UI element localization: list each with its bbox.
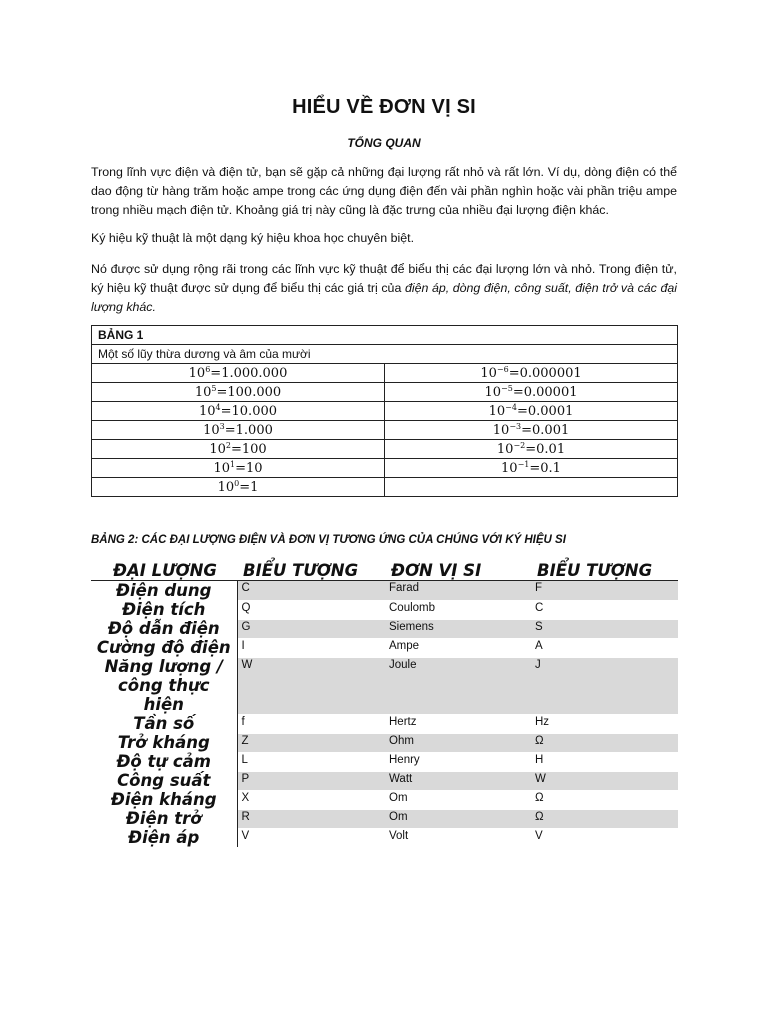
symbol-cell: L bbox=[237, 752, 385, 771]
exponent: 3 bbox=[219, 422, 225, 431]
unit-symbol-cell: A bbox=[531, 638, 678, 657]
power-value: 0.01 bbox=[536, 442, 566, 457]
power-value: 10 bbox=[246, 461, 263, 476]
paragraph-definition: Ký hiệu kỹ thuật là một dạng ký hiệu khoa học chuyên biệt. bbox=[91, 231, 415, 245]
quantity-cell: Độ dẫn điện bbox=[91, 619, 237, 638]
si-unit-cell: Ampe bbox=[385, 638, 531, 657]
quantity-cell: Cường độ điện bbox=[91, 638, 237, 657]
negative-power-cell: $10^{-6}=0.000001$ bbox=[385, 364, 678, 383]
symbol-cell: R bbox=[237, 809, 385, 828]
exponent: 2 bbox=[225, 441, 231, 450]
negative-power-cell: $10^{-1}=0.1$ bbox=[385, 459, 678, 478]
exponent: 0 bbox=[234, 479, 240, 488]
power-value: 100.000 bbox=[227, 385, 282, 400]
power-value: 10.000 bbox=[231, 404, 278, 419]
si-unit-cell: Siemens bbox=[385, 619, 531, 638]
unit-symbol-cell: F bbox=[531, 581, 678, 601]
si-unit-cell: Ohm bbox=[385, 733, 531, 752]
quantity-cell: Điện dung bbox=[91, 581, 237, 601]
positive-power-cell: $10^0=1$ bbox=[92, 478, 385, 497]
unit-symbol-cell: J bbox=[531, 657, 678, 714]
unit-symbol-cell: C bbox=[531, 600, 678, 619]
quantity-cell: Năng lượng / công thực hiện bbox=[91, 657, 237, 714]
si-unit-cell: Henry bbox=[385, 752, 531, 771]
unit-symbol-cell: Ω bbox=[531, 790, 678, 809]
symbol-cell: f bbox=[237, 714, 385, 733]
table2-row bbox=[91, 714, 678, 733]
symbol-cell: I bbox=[237, 638, 385, 657]
positive-power-cell: $10^4=10.000$ bbox=[92, 402, 385, 421]
si-unit-cell: Watt bbox=[385, 771, 531, 790]
powers-of-ten-table bbox=[91, 325, 678, 497]
unit-symbol-cell: Hz bbox=[531, 714, 678, 733]
symbol-cell: X bbox=[237, 790, 385, 809]
si-unit-cell: Coulomb bbox=[385, 600, 531, 619]
unit-symbol-cell: W bbox=[531, 771, 678, 790]
unit-symbol-cell: Ω bbox=[531, 809, 678, 828]
table2-row bbox=[91, 657, 678, 714]
table2-row bbox=[91, 619, 678, 638]
quantity-cell: Điện tích bbox=[91, 600, 237, 619]
header-unit-symbol: BIỂU TƯỢNG bbox=[531, 560, 678, 581]
table1-row bbox=[92, 478, 678, 497]
power-value: 0.001 bbox=[532, 423, 570, 438]
table1-row bbox=[92, 402, 678, 421]
table2-row bbox=[91, 809, 678, 828]
quantity-cell: Công suất bbox=[91, 771, 237, 790]
table2-row bbox=[91, 790, 678, 809]
exponent: −5 bbox=[501, 384, 513, 393]
paragraph-usage bbox=[91, 260, 677, 317]
paragraph-intro: Trong lĩnh vực điện và điện tử, bạn sẽ gặp cả những đại lượng rất nhỏ và rất lớn. Ví dụ, dòng điện có thể dao động từ hàng trăm hoặc ampe trong các ứng dụng điện đến vài phần nghìn hoặc vài phần triệu ampe trong nhiều mạch điện tử. Khoảng giá trị này cũng là đặc trưng của nhiều đại lượng điện khác. bbox=[91, 165, 677, 217]
header-quantity: ĐẠI LƯỢNG bbox=[91, 560, 237, 581]
table2-caption: BẢNG 2: CÁC ĐẠI LƯỢNG ĐIỆN VÀ ĐƠN VỊ TƯƠNG ỨNG CỦA CHÚNG VỚI KÝ HIỆU SI bbox=[91, 534, 566, 546]
power-value: 100 bbox=[241, 442, 267, 457]
quantity-cell: Điện kháng bbox=[91, 790, 237, 809]
page-subtitle: TỔNG QUAN bbox=[347, 136, 421, 150]
table1-title: BẢNG 1 bbox=[92, 326, 678, 345]
unit-symbol-cell: H bbox=[531, 752, 678, 771]
unit-symbol-cell: Ω bbox=[531, 733, 678, 752]
exponent: −2 bbox=[513, 441, 526, 450]
quantity-cell: Tần số bbox=[91, 714, 237, 733]
exponent: −6 bbox=[496, 365, 509, 374]
table1-row bbox=[92, 364, 678, 383]
quantity-cell: Điện áp bbox=[91, 828, 237, 847]
table2-row bbox=[91, 828, 678, 847]
table1-row bbox=[92, 383, 678, 402]
table2-row bbox=[91, 581, 678, 601]
paragraph-usage-text: Nó được sử dụng rộng rãi trong các lĩnh vực kỹ thuật để biểu thị các đại lượng lớn và nhỏ. Trong điện tử, ký hiệu kỹ thuật được sử dụng để biểu thị các giá trị của bbox=[91, 262, 677, 295]
quantity-cell: Điện trở bbox=[91, 809, 237, 828]
symbol-cell: Z bbox=[237, 733, 385, 752]
exponent: −3 bbox=[509, 422, 522, 431]
symbol-cell: G bbox=[237, 619, 385, 638]
table1-row bbox=[92, 440, 678, 459]
table2-row bbox=[91, 771, 678, 790]
quantity-cell: Độ tự cảm bbox=[91, 752, 237, 771]
power-value: 1 bbox=[250, 480, 259, 495]
power-value: 0.000001 bbox=[519, 366, 582, 381]
unit-symbol-cell: S bbox=[531, 619, 678, 638]
power-value: 0.00001 bbox=[523, 385, 578, 400]
table2-row bbox=[91, 638, 678, 657]
si-unit-cell: Joule bbox=[385, 657, 531, 714]
symbol-cell: Q bbox=[237, 600, 385, 619]
exponent: 5 bbox=[211, 384, 217, 393]
positive-power-cell: $10^3=1.000$ bbox=[92, 421, 385, 440]
header-symbol: BIỂU TƯỢNG bbox=[237, 560, 385, 581]
negative-power-cell: $10^{-3}=0.001$ bbox=[385, 421, 678, 440]
positive-power-cell: $10^6=1.000.000$ bbox=[92, 364, 385, 383]
si-unit-cell: Om bbox=[385, 809, 531, 828]
si-unit-cell: Volt bbox=[385, 828, 531, 847]
symbol-cell: C bbox=[237, 581, 385, 601]
exponent: 1 bbox=[230, 460, 236, 469]
power-value: 1.000.000 bbox=[221, 366, 288, 381]
table1-row bbox=[92, 459, 678, 478]
unit-symbol-cell: V bbox=[531, 828, 678, 847]
power-value: 0.0001 bbox=[527, 404, 574, 419]
negative-power-cell: $10^{-2}=0.01$ bbox=[385, 440, 678, 459]
negative-power-cell: $10^{-4}=0.0001$ bbox=[385, 402, 678, 421]
symbol-cell: W bbox=[237, 657, 385, 714]
exponent: 4 bbox=[215, 403, 221, 412]
paragraph-usage-italic: điện áp, dòng điện, công suất, điện trở và các đại lượng khác. bbox=[91, 281, 677, 314]
power-value: 0.1 bbox=[540, 461, 561, 476]
positive-power-cell: $10^2=100$ bbox=[92, 440, 385, 459]
table2-row bbox=[91, 733, 678, 752]
quantity-cell: Trở kháng bbox=[91, 733, 237, 752]
si-unit-cell: Om bbox=[385, 790, 531, 809]
header-si-unit: ĐƠN VỊ SI bbox=[385, 560, 531, 581]
si-units-table bbox=[91, 560, 678, 847]
table1-row bbox=[92, 421, 678, 440]
table2-row bbox=[91, 600, 678, 619]
positive-power-cell: $10^5=100.000$ bbox=[92, 383, 385, 402]
positive-power-cell: $10^1=10$ bbox=[92, 459, 385, 478]
table1-caption: Một số lũy thừa dương và âm của mười bbox=[92, 345, 678, 364]
page-title: HIỂU VỀ ĐƠN VỊ SI bbox=[292, 96, 476, 118]
negative-power-cell: $10^{-5}=0.00001$ bbox=[385, 383, 678, 402]
si-unit-cell: Farad bbox=[385, 581, 531, 601]
si-unit-cell: Hertz bbox=[385, 714, 531, 733]
exponent: −4 bbox=[505, 403, 517, 412]
exponent: −1 bbox=[517, 460, 530, 469]
symbol-cell: V bbox=[237, 828, 385, 847]
negative-power-cell bbox=[385, 478, 678, 497]
power-value: 1.000 bbox=[235, 423, 273, 438]
symbol-cell: P bbox=[237, 771, 385, 790]
table2-row bbox=[91, 752, 678, 771]
exponent: 6 bbox=[205, 365, 211, 374]
